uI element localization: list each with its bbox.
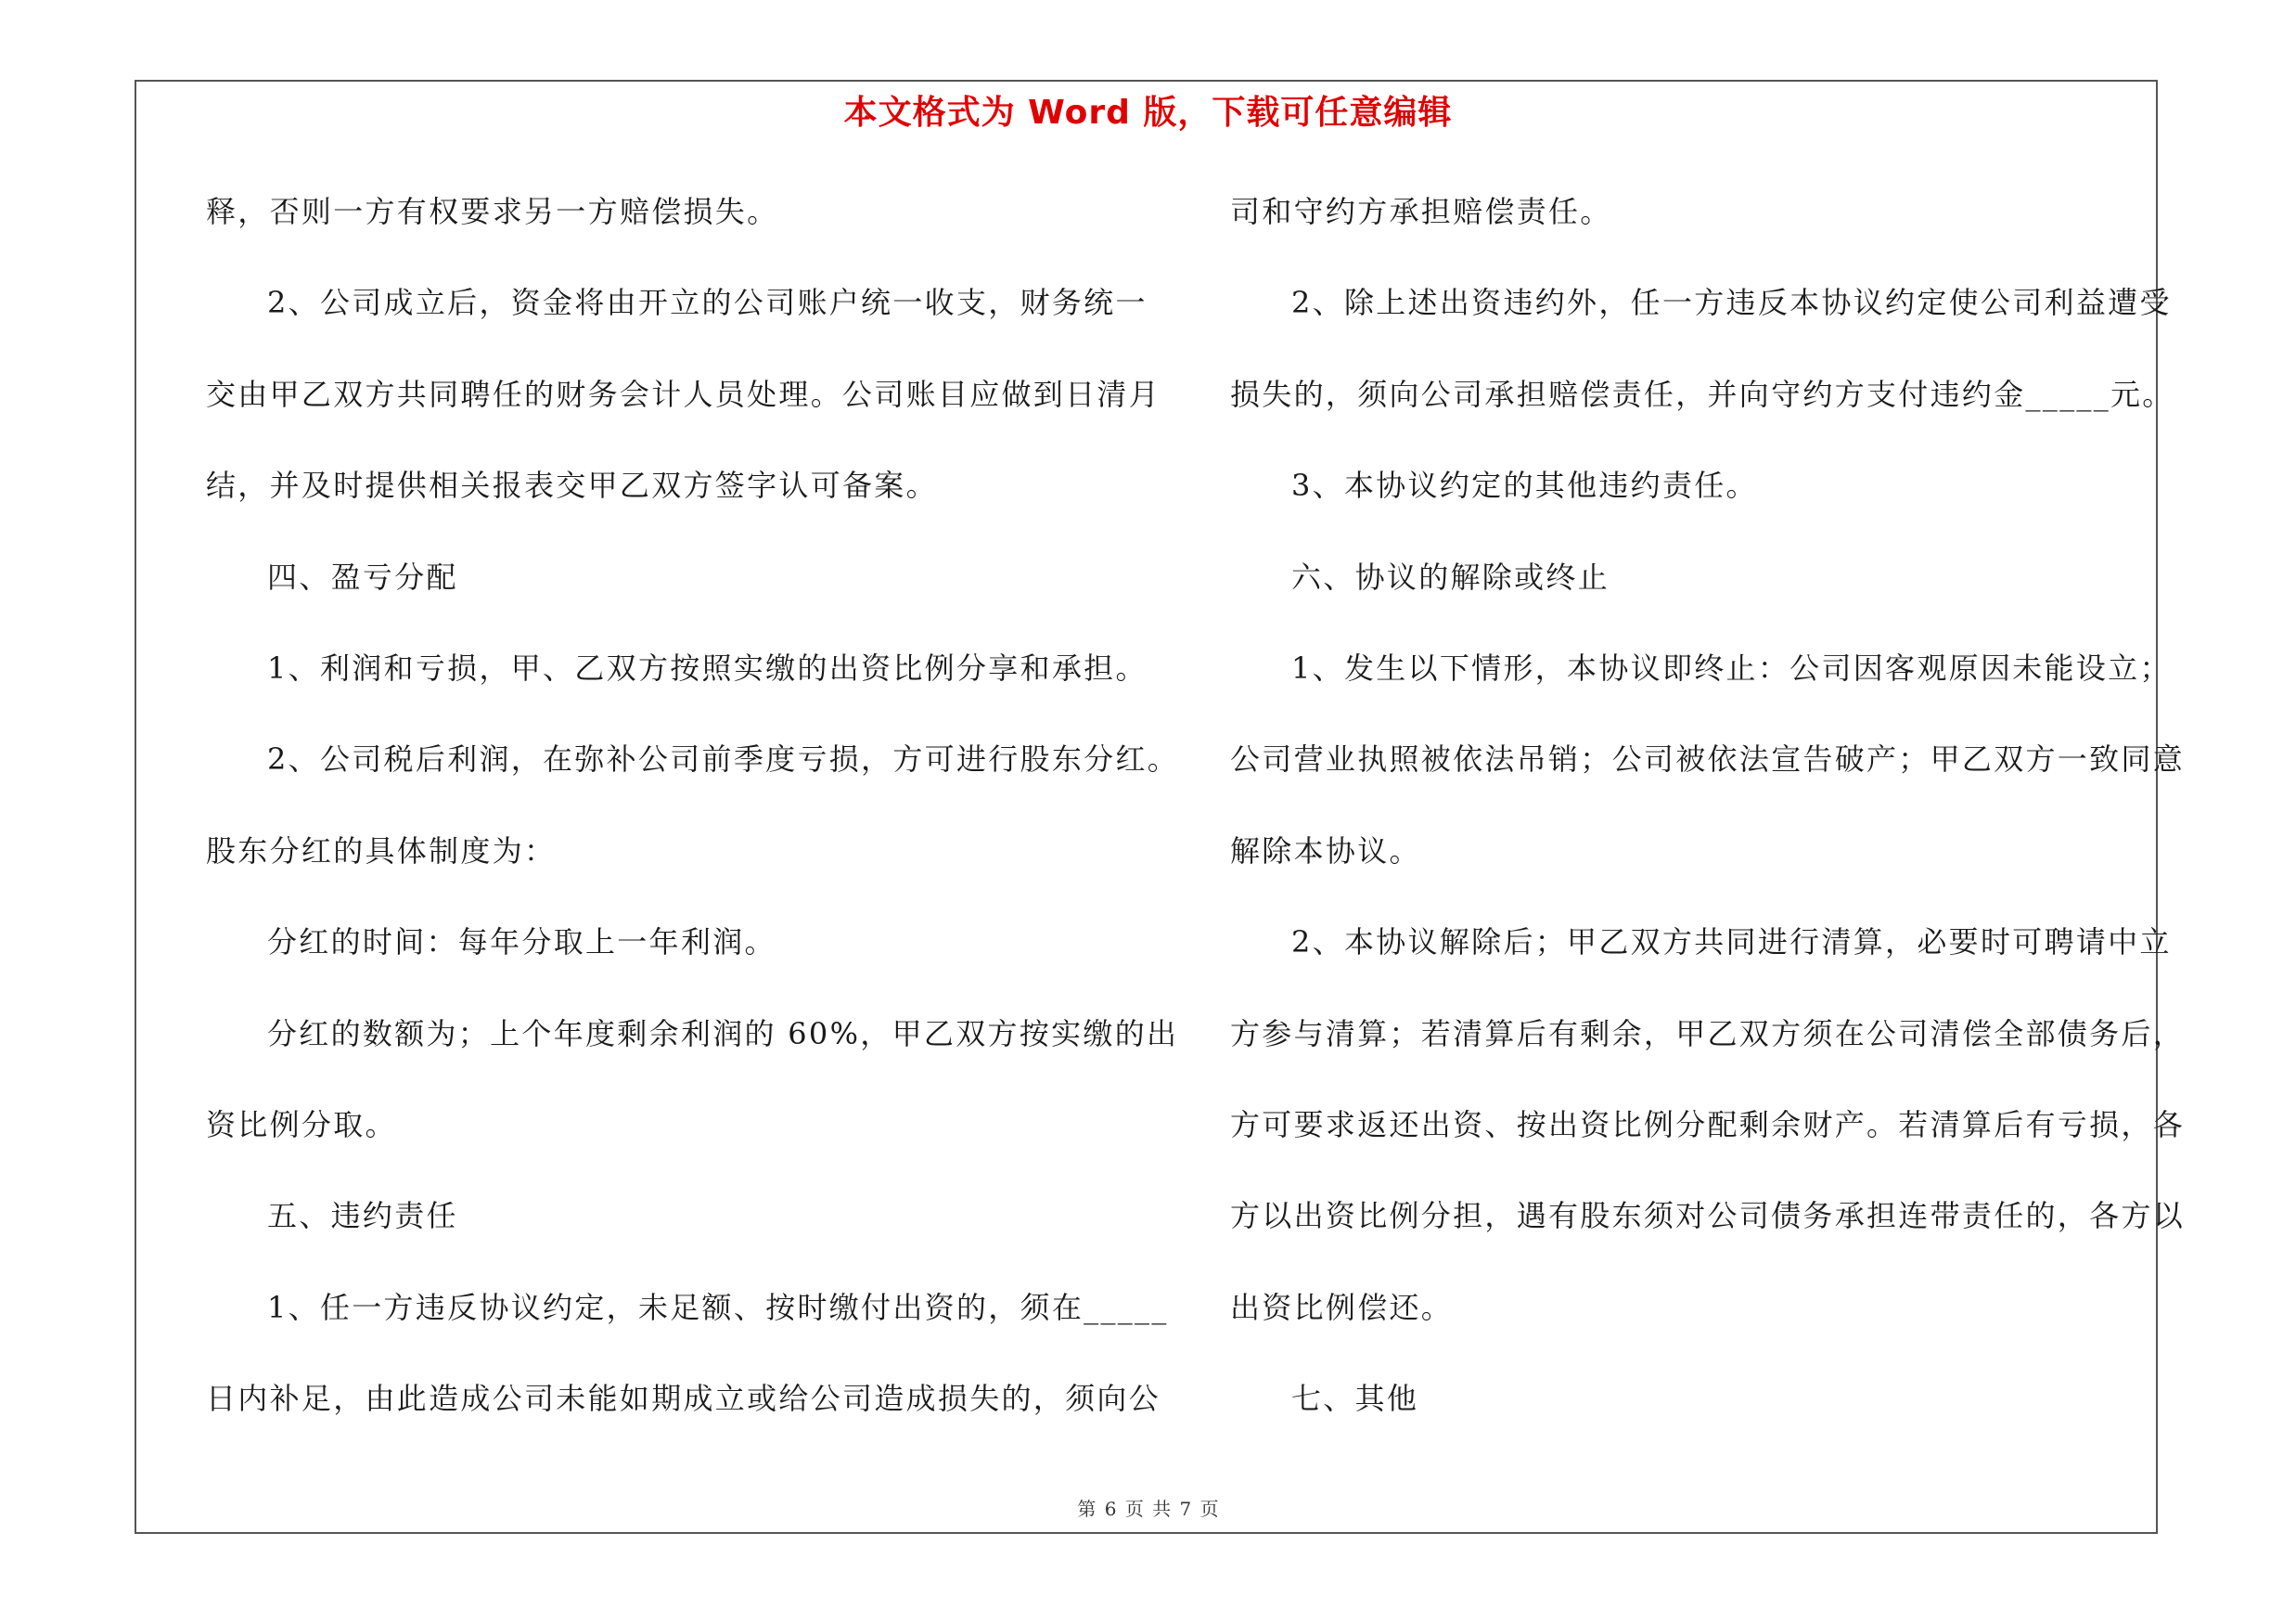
paragraph-line: 方参与清算；若清算后有剩余，甲乙双方须在公司清偿全部债务后， xyxy=(1230,1015,2186,1051)
paragraph-line: 七、其他 xyxy=(1291,1381,1419,1417)
paragraph-line: 2、除上述出资违约外，任一方违反本协议约定使公司利益遭受 xyxy=(1291,285,2172,321)
paragraph-line: 结，并及时提供相关报表交甲乙双方签字认可备案。 xyxy=(206,468,938,504)
paragraph-line: 解除本协议。 xyxy=(1230,832,1421,869)
paragraph-line: 2、本协议解除后；甲乙双方共同进行清算，必要时可聘请中立 xyxy=(1291,924,2172,960)
paragraph-line: 四、盈亏分配 xyxy=(267,559,458,595)
paragraph-line: 分红的数额为；上个年度剩余利润的 60%，甲乙双方按实缴的出 xyxy=(267,1015,1179,1051)
paragraph-line: 股东分红的具体制度为： xyxy=(206,832,557,869)
paragraph-line: 3、本协议约定的其他违约责任。 xyxy=(1291,468,1758,504)
paragraph-line: 释，否则一方有权要求另一方赔偿损失。 xyxy=(206,194,779,229)
paragraph-line: 1、发生以下情形，本协议即终止：公司因客观原因未能设立； xyxy=(1291,650,2172,686)
paragraph-line: 方可要求返还出资、按出资比例分配剩余财产。若清算后有亏损，各 xyxy=(1230,1106,2186,1142)
paragraph-line: 五、违约责任 xyxy=(267,1198,458,1234)
paragraph-line: 方以出资比例分担，遇有股东须对公司债务承担连带责任的，各方以 xyxy=(1230,1198,2186,1234)
paragraph-line: 2、公司税后利润，在弥补公司前季度亏损，方可进行股东分红。 xyxy=(267,741,1180,778)
paragraph-line: 公司营业执照被依法吊销；公司被依法宣告破产；甲乙双方一致同意 xyxy=(1230,741,2186,778)
paragraph-line: 1、任一方违反协议约定，未足额、按时缴付出资的，须在_____ xyxy=(267,1289,1169,1325)
page-number: 第 6 页 共 7 页 xyxy=(1077,1498,1219,1520)
paragraph-line: 交由甲乙双方共同聘任的财务会计人员处理。公司账目应做到日清月 xyxy=(206,376,1161,412)
format-banner: 本文格式为 Word 版，下载可任意编辑 xyxy=(843,94,1453,132)
paragraph-line: 1、利润和亏损，甲、乙双方按照实缴的出资比例分享和承担。 xyxy=(267,650,1148,686)
paragraph-line: 损失的，须向公司承担赔偿责任，并向守约方支付违约金_____元。 xyxy=(1230,376,2174,412)
paragraph-line: 六、协议的解除或终止 xyxy=(1291,559,1610,595)
paragraph-line: 司和守约方承担赔偿责任。 xyxy=(1230,194,1612,229)
paragraph-line: 出资比例偿还。 xyxy=(1230,1289,1454,1325)
paragraph-line: 资比例分取。 xyxy=(206,1106,397,1142)
right-text-column xyxy=(1230,184,2186,1462)
paragraph-line: 分红的时间：每年分取上一年利润。 xyxy=(267,924,776,960)
left-text-column xyxy=(206,184,1180,1462)
paragraph-line: 日内补足，由此造成公司未能如期成立或给公司造成损失的，须向公 xyxy=(206,1381,1161,1417)
paragraph-line: 2、公司成立后，资金将由开立的公司账户统一收支，财务统一 xyxy=(267,285,1148,321)
